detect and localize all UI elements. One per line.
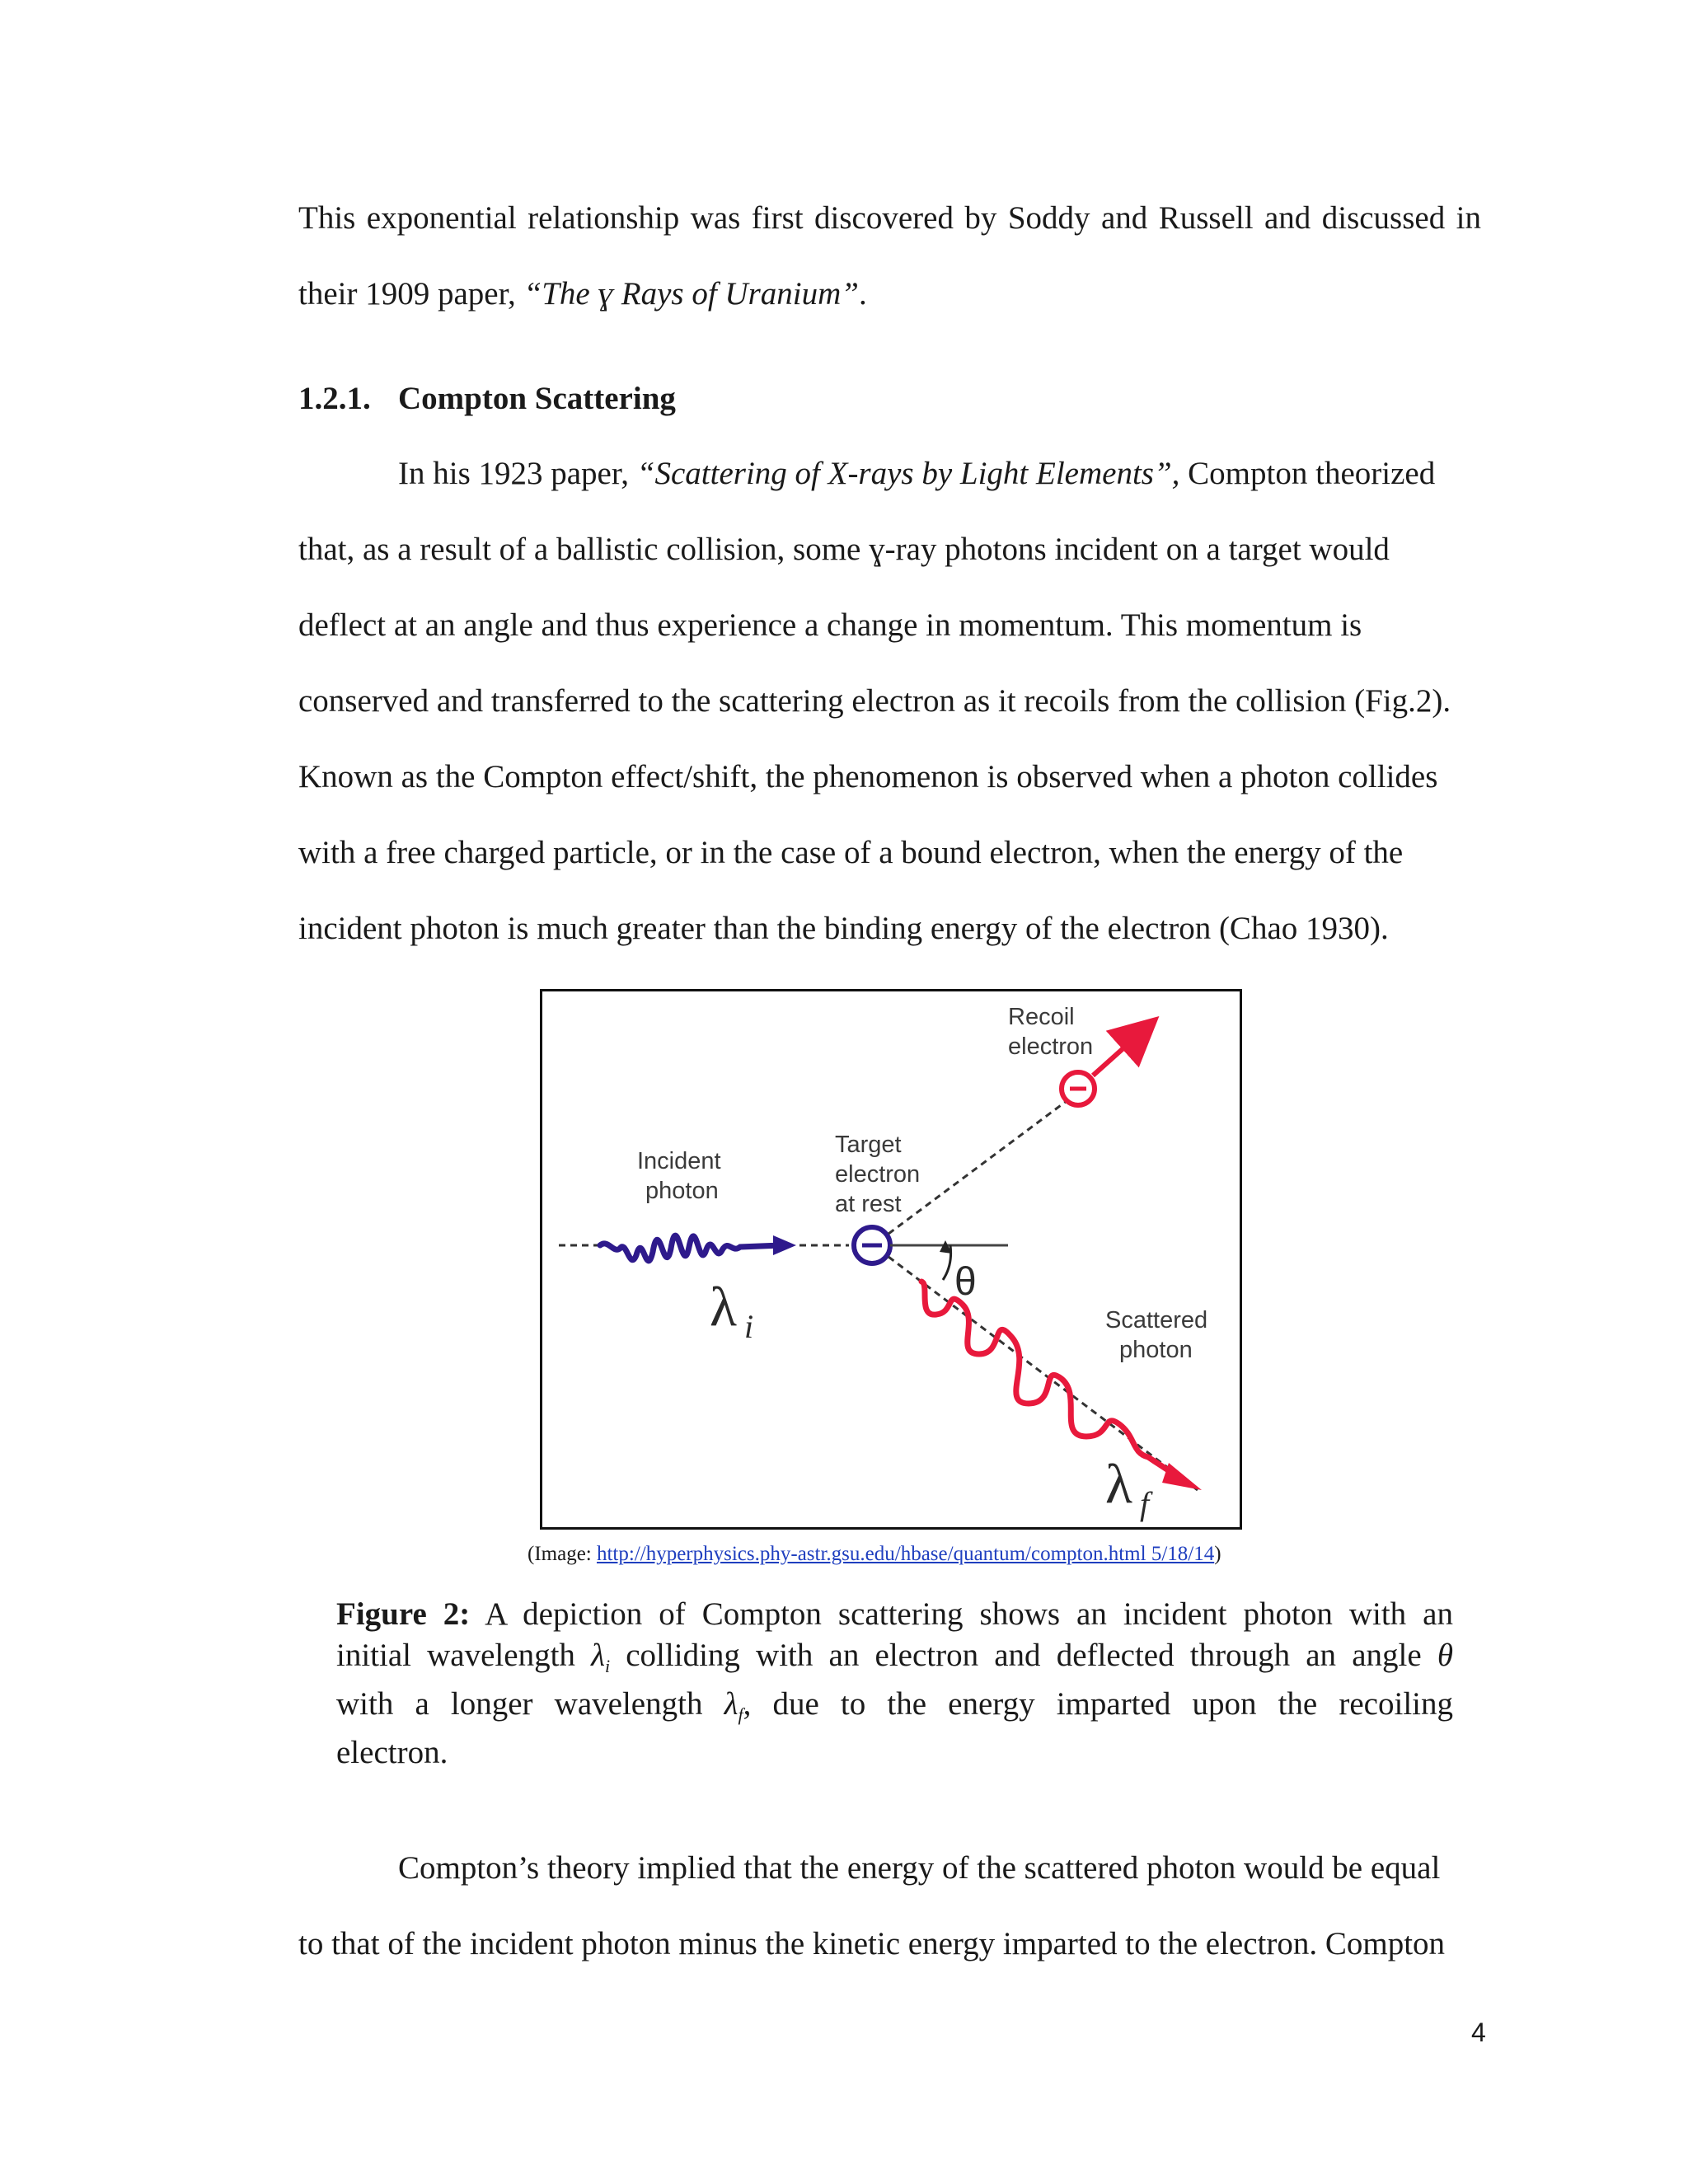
- theta-symbol: θ: [954, 1260, 977, 1304]
- section-number: 1.2.1.: [298, 381, 371, 416]
- theta-symbol: θ: [1437, 1638, 1453, 1673]
- credit-prefix: (Image:: [528, 1543, 597, 1565]
- cited-title: “The ɣ Rays of Uranium”: [523, 276, 859, 312]
- lambda-symbol: λ: [591, 1638, 605, 1673]
- credit-suffix: ): [1214, 1543, 1221, 1565]
- lambda-i-symbol: λ: [710, 1275, 737, 1338]
- scattered-label-line1: Scattered: [1105, 1307, 1208, 1333]
- target-label-line2: electron: [835, 1161, 921, 1188]
- compton-figure: [540, 989, 1242, 1530]
- body-text-line: Known as the Compton effect/shift, the phenomenon is observed when a photon collides: [298, 759, 1438, 794]
- page-number: 4: [1471, 2018, 1486, 2047]
- lambda-f-subscript: f: [1140, 1485, 1150, 1522]
- body-text-fragment: their 1909 paper,: [298, 276, 524, 312]
- compton-diagram: [542, 991, 1240, 1527]
- body-text-line: to that of the incident photon minus the kinetic energy imparted to the electron. Compton: [298, 1926, 1446, 1961]
- target-label-line3: at rest: [835, 1191, 902, 1217]
- incident-wave: [600, 1235, 781, 1261]
- caption-line: [336, 1636, 1453, 1686]
- body-text-fragment: In his 1923 paper,: [398, 456, 637, 491]
- incident-label-line1: Incident: [637, 1148, 721, 1174]
- body-text-line: conserved and transferred to the scattering electron as it recoils from the collision (Fig.2).: [298, 683, 1451, 719]
- body-text-line: deflect at an angle and thus experience a change in momentum. This momentum is: [298, 607, 1362, 643]
- body-text-line: that, as a result of a ballistic collision, some ɣ-ray photons incident on a target would: [298, 532, 1390, 567]
- target-label-line1: Target: [835, 1132, 902, 1158]
- incident-arrowhead: [773, 1235, 796, 1255]
- caption-label: Figure 2:: [336, 1596, 471, 1632]
- body-text-line: [398, 454, 1435, 494]
- body-text-line: This exponential relationship was first discovered by Soddy and Russell and discussed in: [298, 200, 1481, 236]
- body-text-fragment: Compton theorized: [1179, 456, 1436, 491]
- caption-line: [336, 1685, 1453, 1735]
- section-title: Compton Scattering: [398, 381, 676, 416]
- caption-text: initial wavelength: [336, 1638, 592, 1673]
- recoil-arrow: [1093, 1026, 1148, 1076]
- recoil-label-line2: electron: [1008, 1033, 1094, 1060]
- caption-text: A depiction of Compton scattering shows an incident photon with an: [470, 1596, 1453, 1632]
- credit-link[interactable]: http://hyperphysics.phy-astr.gsu.edu/hbase/quantum/compton.html 5/18/14: [596, 1543, 1215, 1565]
- body-text-line: Compton’s theory implied that the energy of the scattered photon would be equal: [398, 1850, 1441, 1886]
- scattered-path: [889, 1257, 1198, 1490]
- image-credit: [528, 1542, 1221, 1567]
- caption-text: with a longer wavelength: [336, 1686, 724, 1722]
- cited-title: “Scattering of X-rays by Light Elements”,: [636, 456, 1180, 491]
- body-text-line: incident photon is much greater than the binding energy of the electron (Chao 1930).: [298, 911, 1389, 946]
- caption-text: colliding with an electron and deflected through an angle: [610, 1638, 1437, 1673]
- caption-line: electron.: [336, 1735, 448, 1770]
- recoil-label-line1: Recoil: [1008, 1004, 1075, 1030]
- body-text-line: [298, 274, 867, 314]
- lambda-i-subscript: i: [744, 1308, 754, 1345]
- caption-text: , due to the energy imparted upon the recoiling: [743, 1686, 1453, 1722]
- caption-line: [336, 1595, 1453, 1634]
- lambda-f-symbol: λ: [1105, 1452, 1132, 1515]
- subscript-i: i: [604, 1656, 611, 1676]
- lambda-symbol: λ: [724, 1686, 738, 1722]
- scattered-label-line2: photon: [1119, 1337, 1193, 1363]
- section-heading: [298, 379, 676, 419]
- body-text-line: with a free charged particle, or in the case of a bound electron, when the energy of the: [298, 835, 1404, 870]
- subscript-f: f: [738, 1704, 743, 1725]
- scattered-arrowhead: [1162, 1463, 1202, 1490]
- incident-label-line2: photon: [645, 1178, 719, 1204]
- body-text-fragment: .: [858, 276, 867, 312]
